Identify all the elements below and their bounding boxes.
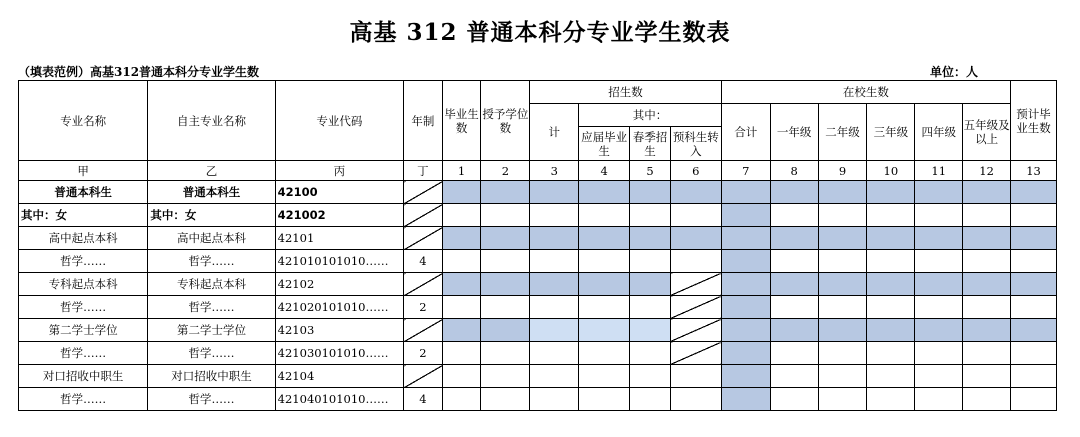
value-cell [481,181,530,204]
value-cell [670,388,721,411]
value-cell [721,250,770,273]
value-cell [915,296,963,319]
major-name-cell: 第二学士学位 [19,319,148,342]
value-cell [630,342,671,365]
table-row [19,204,1057,227]
header-grade2: 二年级 [818,104,867,161]
value-cell [818,319,867,342]
value-cell [963,250,1011,273]
header-years: 年制 [404,81,443,161]
value-cell [770,296,818,319]
self-major-name-cell: 专科起点本科 [148,273,275,296]
major-name-cell: 哲学…… [19,296,148,319]
value-cell [630,296,671,319]
header-grade5: 五年级及以上 [963,104,1011,161]
value-cell [1011,342,1057,365]
value-cell [579,250,630,273]
value-cell [963,204,1011,227]
value-cell [442,365,481,388]
value-cell [721,273,770,296]
value-cell [530,296,579,319]
self-major-name-cell: 其中：女 [148,204,275,227]
na-cell [670,296,721,319]
value-cell [963,181,1011,204]
index-cell: 11 [915,161,963,181]
value-cell [818,250,867,273]
value-cell [530,273,579,296]
years-cell [404,273,443,296]
value-cell [630,181,671,204]
major-name-cell: 哲学…… [19,250,148,273]
table-row [19,342,1057,365]
value-cell [579,365,630,388]
value-cell [818,181,867,204]
value-cell [481,273,530,296]
value-cell [530,319,579,342]
self-major-name-cell: 哲学…… [148,250,275,273]
major-name-cell: 对口招收中职生 [19,365,148,388]
student-count-table [18,80,1057,411]
value-cell [818,204,867,227]
value-cell [481,204,530,227]
value-cell [481,296,530,319]
index-row [19,161,1057,181]
value-cell [721,365,770,388]
value-cell [963,227,1011,250]
table-row [19,296,1057,319]
value-cell [721,319,770,342]
header-enrolled-total: 合计 [721,104,770,161]
na-cell [670,342,721,365]
index-cell: 6 [670,161,721,181]
major-code-cell: 421020101010…… [275,296,403,319]
index-cell: 1 [442,161,481,181]
na-cell [670,319,721,342]
value-cell [818,296,867,319]
value-cell [630,365,671,388]
value-cell [442,319,481,342]
value-cell [721,181,770,204]
value-cell [579,319,630,342]
index-cell: 9 [818,161,867,181]
index-cell: 5 [630,161,671,181]
value-cell [818,273,867,296]
header-enroll-prep: 预科生转入 [670,127,721,161]
value-cell [721,204,770,227]
value-cell [630,250,671,273]
self-major-name-cell: 普通本科生 [148,181,275,204]
major-code-cell: 42100 [275,181,403,204]
header-major-name: 专业名称 [19,81,148,161]
value-cell [630,204,671,227]
index-cell: 乙 [148,161,275,181]
value-cell [630,388,671,411]
value-cell [530,181,579,204]
value-cell [867,250,915,273]
major-code-cell: 421010101010…… [275,250,403,273]
value-cell [867,296,915,319]
value-cell [963,273,1011,296]
header-grade4: 四年级 [915,104,963,161]
value-cell [818,227,867,250]
value-cell [867,365,915,388]
index-cell: 4 [579,161,630,181]
years-cell [404,365,443,388]
header-enroll-group: 招生数 [530,81,721,104]
value-cell [579,342,630,365]
self-major-name-cell: 第二学士学位 [148,319,275,342]
value-cell [867,319,915,342]
value-cell [721,342,770,365]
value-cell [867,273,915,296]
header-major-code: 专业代码 [275,81,403,161]
value-cell [818,342,867,365]
index-cell: 7 [721,161,770,181]
value-cell [915,250,963,273]
value-cell [442,296,481,319]
value-cell [915,204,963,227]
value-cell [770,204,818,227]
header-self-major-name: 自主专业名称 [148,81,275,161]
value-cell [867,342,915,365]
major-code-cell: 421040101010…… [275,388,403,411]
value-cell [579,181,630,204]
value-cell [530,388,579,411]
self-major-name-cell: 对口招收中职生 [148,365,275,388]
value-cell [530,365,579,388]
index-cell: 2 [481,161,530,181]
index-cell: 甲 [19,161,148,181]
value-cell [579,273,630,296]
value-cell [442,204,481,227]
value-cell [670,181,721,204]
index-cell: 8 [770,161,818,181]
value-cell [867,204,915,227]
value-cell [670,227,721,250]
years-cell: 2 [404,342,443,365]
value-cell [1011,273,1057,296]
value-cell [442,181,481,204]
value-cell [442,273,481,296]
value-cell [915,342,963,365]
value-cell [530,227,579,250]
major-code-cell: 42101 [275,227,403,250]
value-cell [963,319,1011,342]
value-cell [481,227,530,250]
table-row [19,365,1057,388]
header-graduates: 毕业生数 [442,81,481,161]
value-cell [867,388,915,411]
value-cell [963,342,1011,365]
header-grade1: 一年级 [770,104,818,161]
value-cell [1011,296,1057,319]
years-cell: 4 [404,250,443,273]
header-enroll-fresh: 应届毕业生 [579,127,630,161]
value-cell [1011,204,1057,227]
table-row [19,181,1057,204]
years-cell: 4 [404,388,443,411]
major-code-cell: 421002 [275,204,403,227]
value-cell [770,181,818,204]
value-cell [481,319,530,342]
header-enrolled-group: 在校生数 [721,81,1010,104]
value-cell [915,181,963,204]
table-row [19,388,1057,411]
value-cell [530,342,579,365]
value-cell [721,296,770,319]
major-name-cell: 专科起点本科 [19,273,148,296]
header-degrees: 授予学位数 [481,81,530,161]
self-major-name-cell: 哲学…… [148,342,275,365]
major-code-cell: 421030101010…… [275,342,403,365]
value-cell [579,204,630,227]
index-cell: 10 [867,161,915,181]
value-cell [818,388,867,411]
value-cell [1011,227,1057,250]
value-cell [442,388,481,411]
header-enroll-spring: 春季招生 [630,127,671,161]
major-name-cell: 哲学…… [19,342,148,365]
page-title: 高基 312 普通本科分专业学生数表 [349,19,731,46]
value-cell [963,296,1011,319]
value-cell [867,181,915,204]
index-cell: 丙 [275,161,403,181]
index-cell: 13 [1011,161,1057,181]
value-cell [530,250,579,273]
value-cell [630,273,671,296]
value-cell [481,365,530,388]
table-subtitle: （填表范例）高基312普通本科分专业学生数 [18,65,260,79]
table-row [19,227,1057,250]
value-cell [1011,250,1057,273]
value-cell [915,365,963,388]
value-cell [481,342,530,365]
value-cell [579,296,630,319]
index-cell: 12 [963,161,1011,181]
self-major-name-cell: 哲学…… [148,388,275,411]
major-name-cell: 哲学…… [19,388,148,411]
major-name-cell: 普通本科生 [19,181,148,204]
major-code-cell: 42103 [275,319,403,342]
value-cell [770,388,818,411]
value-cell [630,227,671,250]
value-cell [1011,319,1057,342]
value-cell [670,250,721,273]
value-cell [770,227,818,250]
header-enroll-among: 其中： [579,104,722,127]
value-cell [670,365,721,388]
value-cell [963,365,1011,388]
na-cell [670,273,721,296]
value-cell [530,204,579,227]
value-cell [770,365,818,388]
value-cell [721,388,770,411]
value-cell [915,388,963,411]
value-cell [579,388,630,411]
self-major-name-cell: 哲学…… [148,296,275,319]
index-cell: 丁 [404,161,443,181]
value-cell [770,250,818,273]
value-cell [1011,388,1057,411]
table-row [19,250,1057,273]
value-cell [915,227,963,250]
unit-label: 单位：人 [930,65,979,79]
value-cell [630,319,671,342]
years-cell [404,204,443,227]
value-cell [721,227,770,250]
value-cell [770,319,818,342]
header-enroll-total: 计 [530,104,579,161]
value-cell [915,319,963,342]
table-row [19,273,1057,296]
value-cell [442,227,481,250]
major-code-cell: 42102 [275,273,403,296]
value-cell [818,365,867,388]
major-name-cell: 高中起点本科 [19,227,148,250]
value-cell [1011,365,1057,388]
value-cell [481,388,530,411]
value-cell [670,204,721,227]
value-cell [915,273,963,296]
header-expected: 预计毕业生数 [1011,81,1057,161]
value-cell [442,250,481,273]
major-name-cell: 其中：女 [19,204,148,227]
table-row [19,319,1057,342]
value-cell [770,342,818,365]
value-cell [579,227,630,250]
value-cell [481,250,530,273]
header-grade3: 三年级 [867,104,915,161]
value-cell [442,342,481,365]
self-major-name-cell: 高中起点本科 [148,227,275,250]
years-cell [404,227,443,250]
value-cell [770,273,818,296]
value-cell [867,227,915,250]
years-cell [404,319,443,342]
years-cell [404,181,443,204]
major-code-cell: 42104 [275,365,403,388]
value-cell [963,388,1011,411]
index-cell: 3 [530,161,579,181]
years-cell: 2 [404,296,443,319]
value-cell [1011,181,1057,204]
